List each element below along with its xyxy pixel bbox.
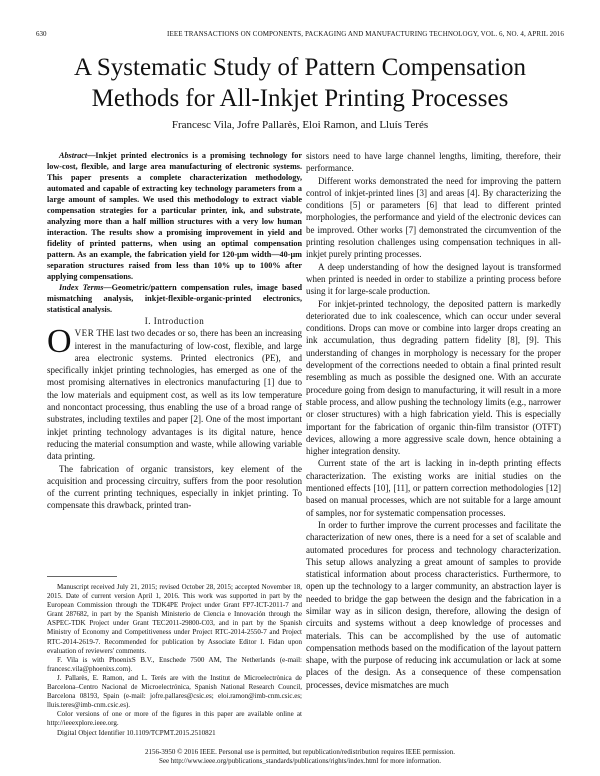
footnote-author-others: J. Pallarès, E. Ramon, and L. Terés are with the Institut de Microelectrònica de Barcelona–Centro Nacional de Microelectrónica, Spanish National Research Council, Barcelona 08193, Spain (e-mail: jofre.pallares@csic.es; eloi.ramon@imb-cnm.csic.es; lluis.teres@imb-cnm.csic.es).	[47, 673, 302, 710]
paper-title	[0, 52, 600, 114]
copyright-line-2: See http://www.ieee.org/publications_standards/publications/rights/index.html for more information.	[158, 757, 442, 765]
body-paragraph-4: For inkjet-printed technology, the deposited pattern is markedly deteriorated due to ink coalescence, which can occur under several conditions. Drops can move or combine into larger drops creating an ink accumulation, thus degrading pattern fidelity [8], [9]. This understanding of changes in morphology is necessary for the proper development of the corrections needed to obtain a final printed result resembling as much as possible the designed one. With an accurate procedure going from design to manufacturing, it will result in a more stable process, and allow pushing the technology limits (e.g., narrower or closer structures) with a high fabrication yield. This is especially important for the fabrication of organic thin-film transistor (OTFT) devices, allowing a more aggressive scale down, hence obtaining a higher integration density.	[306, 298, 561, 457]
journal-header: IEEE TRANSACTIONS ON COMPONENTS, PACKAGING AND MANUFACTURING TECHNOLOGY, VOL. 6, NO. 4, APRIL 2016	[167, 30, 564, 38]
title-line-2: Methods for All-Inkjet Printing Processes	[91, 85, 509, 112]
footnote-doi: Digital Object Identifier 10.1109/TCPMT.2015.2510821	[57, 728, 216, 737]
index-terms	[47, 282, 302, 315]
copyright-line-1: 2156-3950 © 2016 IEEE. Personal use is permitted, but republication/redistribution requires IEEE permission.	[145, 748, 455, 756]
right-column	[306, 150, 561, 691]
page-number: 630	[36, 30, 47, 38]
intro-paragraph-1-text: THE last two decades or so, there has been an increasing interest in the manufacturing of low-cost, flexible, and large area electronic systems. Printed electronics (PE), and specifically inkjet printing technologies, has emerged as one of the most promising alternatives in electronics manufacturing [1] due to the low materials and equipment cost, as well as its low temperature and noncontact processing, thus enabling the use of a broad range of substrates, including textiles and paper [2]. One of the most important inkjet printing technology advantages is its digital nature, hence reducing the material consumption and waste, while allowing variable data printing.	[47, 328, 302, 462]
author-list: Francesc Vila, Jofre Pallarès, Eloi Ramon, and Lluís Terés	[171, 119, 429, 131]
copyright-footer	[0, 748, 600, 766]
footnote-block	[47, 583, 302, 738]
body-paragraph-5: Current state of the art is lacking in in-depth printing effects characterization. The existing works are initial studies on the mentioned effects [10], [11], or pattern correction methodologies [12] based on manual processes, which are not suitable for a large amount of samples, nor for systematic compensation processes.	[306, 458, 561, 518]
left-column	[47, 150, 302, 512]
intro-first-word: VER	[74, 328, 95, 339]
index-terms-label: Index Terms	[59, 283, 104, 292]
body-paragraph-6: In order to further improve the current processes and facilitate the characterization of new ones, there is a need for a set of scalable and automated procedures for process and technology characterization. This setup allows analyzing a great amount of samples to provide statistical information about process characteristics. Furthermore, to open up the technology to a larger community, an abstraction layer is needed to bridge the gap between the design and the fabrication in a similar way as in silicon design, therefore, allowing the design of circuits and systems without a deep knowledge of processes and materials. This can be accomplished by the use of automatic compensation methods based on the modification of the layout pattern shape, with the purpose of reducing ink accumulation or lack at some places of the design. As a consequence of these compensation processes, device mismatches are much	[306, 519, 561, 690]
title-line-1: A Systematic Study of Pattern Compensation	[73, 54, 527, 81]
running-header	[36, 29, 564, 39]
abstract-text: —Inkjet printed electronics is a promising technology for low-cost, flexible, and large area manufacturing of electronic systems. This paper presents a complete characterization methodology, automated and capable of extracting key technology parameters from a large amount of samples. We used this methodology to extract viable compensation strategies for a particular printer, ink, and substrate, analyzing more than a half million structures with a very low human interaction. The results show a promising improvement in yield and fidelity of printed patterns, when using an optimal compensation pattern. As an example, the fabrication yield for 120-µm width—40-µm separation structures raised from less than 10% up to 100% after applying compensations.	[47, 151, 302, 281]
intro-paragraph-1	[47, 323, 302, 462]
index-terms-text: —Geometric/pattern compensation rules, image based mismatching analysis, inkjet-flexible-organic-printed electronics, statistical analysis.	[47, 283, 302, 314]
footnote-color-versions: Color versions of one or more of the figures in this paper are available online at http://ieeexplore.ieee.org.	[47, 710, 302, 728]
section-heading-introduction: I. Introduction	[144, 316, 205, 326]
abstract	[47, 150, 302, 282]
footnote-manuscript: Manuscript received July 21, 2015; revised October 28, 2015; accepted November 18, 2015. Date of current version April 1, 2016. This work was supported in part by the European Commission through the TDK4PE Project under Grant FP7-ICT-2011-7 and Grant 287682, in part by the Spanish Ministerio de Ciencia e Innovación through the ASPEC-TDK Project under Grant TEC2011-29800-C03, and in part by the Spanish Ministry of Economy and Competitiveness under Project RTC-2014-2550-7 and Project RTC-2014-2619-7. Recommended for publication by Associate Editor I. Fidan upon evaluation of reviewers' comments.	[47, 583, 302, 655]
footnote-rule	[47, 576, 117, 577]
drop-cap: O	[47, 323, 72, 361]
body-paragraph-1: sistors need to have large channel lengths, limiting, therefore, their performance.	[306, 151, 561, 174]
abstract-label: Abstract	[59, 151, 88, 160]
body-paragraph-2: Different works demonstrated the need for improving the pattern control of inkjet-printed lines [3] and areas [4]. By characterizing the conditions [5] or parameters [6] that lead to different printed morphologies, the performance and yield of the electronic devices can be improved. Other works [7] demonstrated the circumvention of the printing resolution challenges using compensation techniques in all-inkjet purely printing processes.	[306, 175, 561, 260]
body-paragraph-3: A deep understanding of how the designed layout is transformed when printed is needed in order to stabilize a printing process before using it for large-scale production.	[306, 261, 561, 297]
intro-paragraph-2: The fabrication of organic transistors, key element of the acquisition and processing circuitry, suffers from the poor resolution of the current printing techniques, especially in inkjet printing. To compensate this drawback, printed tran-	[47, 463, 302, 511]
footnote-author-vila: F. Vila is with PhoenixS B.V., Enschede 7500 AM, The Netherlands (e-mail: francesc.vila@phoenixs.com).	[47, 655, 302, 673]
